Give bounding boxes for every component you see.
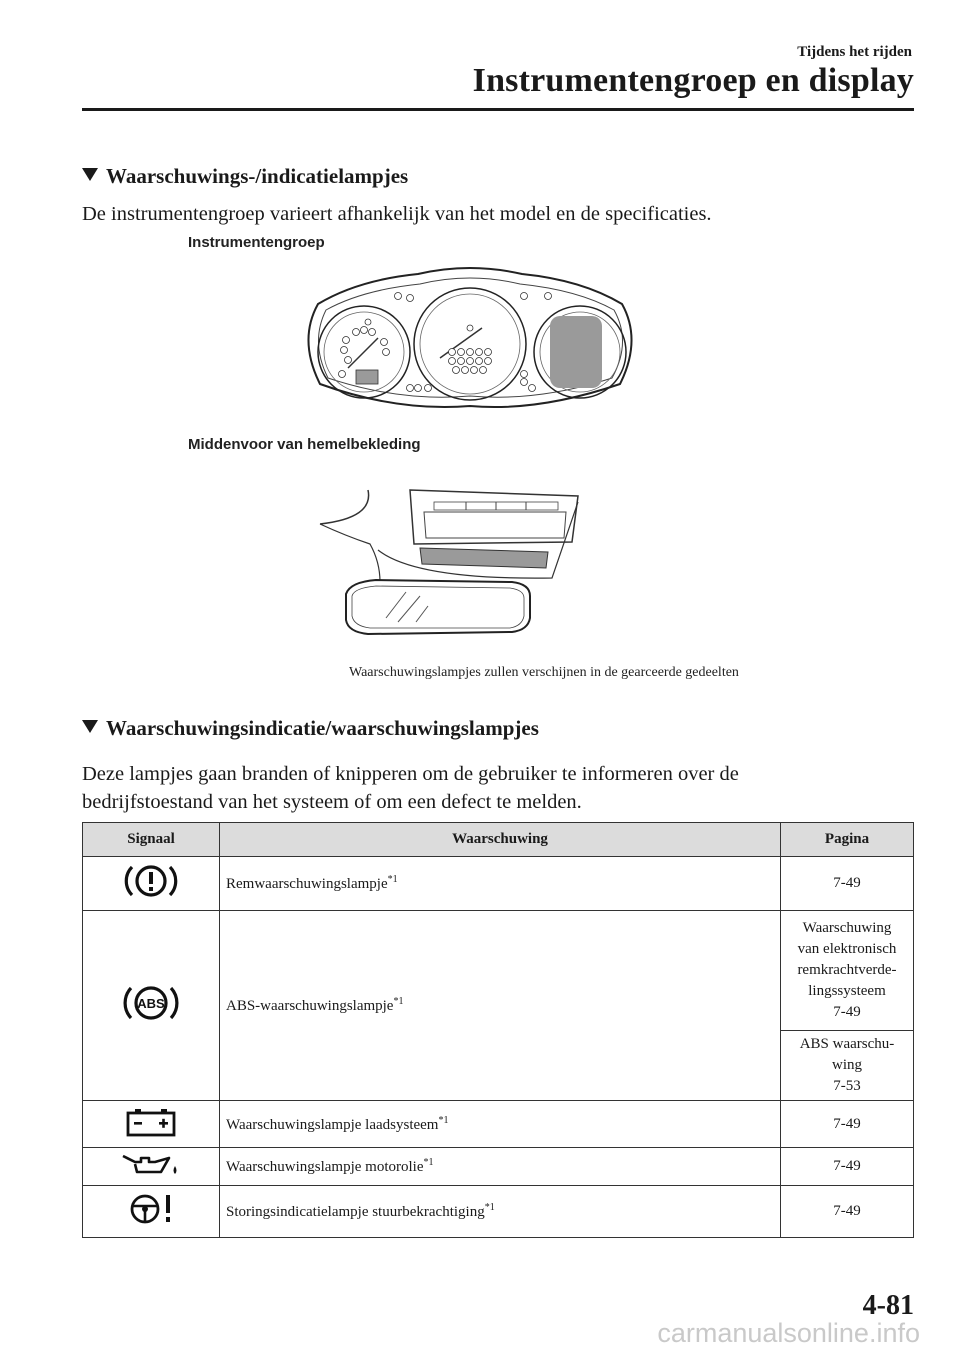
header-signal: Signaal [83,823,220,857]
signal-cell [83,1186,220,1238]
intro-line: bedrijfstoestand van het systeem of om een defect te melden. [82,791,582,813]
warning-text: Storingsindicatielampje stuurbekrachtiging [226,1204,485,1220]
page-line: 7-49 [833,1004,861,1020]
battery-charging-icon [123,1105,179,1139]
table-row [83,1101,914,1148]
page-line: Waarschuwing [802,920,892,936]
oil-can-icon [119,1150,183,1178]
page-number: 4-81 [862,1290,914,1321]
brake-warning-icon [123,861,179,901]
figure-label-cluster: Instrumentengroep [188,234,325,251]
header-page: Pagina [781,823,914,857]
warning-cell [220,1101,781,1148]
overhead-console-figure [316,482,584,642]
section-heading-indicators [82,164,408,189]
warning-text: Waarschuwingslampje laadsysteem [226,1116,439,1133]
page-cell [781,911,914,1031]
page-line: remkrachtverde- [797,962,897,978]
table-row [83,1186,914,1238]
footnote-mark: *1 [387,874,398,885]
page-line: van elektronisch [797,941,897,957]
warning-text: Waarschuwingslampje motorolie [226,1159,424,1175]
running-header-section: Tijdens het rijden [797,44,912,60]
signal-cell [83,1148,220,1186]
footnote-mark: *1 [438,1114,449,1126]
table-header-row [83,823,914,857]
figure-caption: Waarschuwingslampjes zullen verschijnen in de gearceerde gedeelten [349,665,739,680]
warning-cell [220,1148,781,1186]
triangle-bullet-icon [82,168,98,181]
footnote-mark: *1 [393,996,404,1007]
page-line: lingssysteem [808,983,886,999]
page-title: Instrumentengroep en display [472,62,914,99]
section-heading-warnings [82,716,539,741]
table-row [83,1148,914,1186]
table-row [83,857,914,911]
abs-warning-icon [122,981,180,1025]
signal-cell [83,911,220,1101]
watermark: carmanualsonline.info [657,1318,920,1348]
page-line: wing [832,1057,862,1073]
warning-cell [220,857,781,911]
signal-cell [83,857,220,911]
svg-text:ABS: ABS [137,996,165,1011]
page-cell: 7-49 [781,857,914,911]
header-rule [82,108,914,111]
footnote-mark: *1 [423,1157,434,1168]
intro-line: Deze lampjes gaan branden of knipperen om de gebruiker te informeren over de [82,763,739,785]
warnings-intro-paragraph [82,760,862,816]
section-heading-text: Waarschuwingsindicatie/waarschuwingslampjes [106,716,539,740]
header-warning: Waarschuwing [220,823,781,857]
instrument-cluster-figure [298,262,642,412]
page-cell [781,1031,914,1101]
intro-paragraph: De instrumentengroep varieert afhankelijk van het model en de specificaties. [82,203,712,225]
warning-lights-table [82,822,914,1238]
page-cell: 7-49 [781,1186,914,1238]
table-row [83,911,914,1031]
figure-label-headliner: Middenvoor van hemelbekleding [188,436,421,453]
warning-cell [220,911,781,1101]
page-cell: 7-49 [781,1148,914,1186]
signal-cell [83,1101,220,1148]
triangle-bullet-icon [82,720,98,733]
page-cell: 7-49 [781,1101,914,1148]
page-line: 7-53 [833,1078,861,1094]
warning-text: ABS-waarschuwingslampje [226,998,394,1014]
page-line: ABS waarschu- [799,1036,895,1052]
footnote-mark: *1 [484,1202,495,1213]
warning-cell [220,1186,781,1238]
warning-text: Remwaarschuwingslampje [226,876,388,892]
power-steering-icon [123,1191,179,1227]
section-heading-text: Waarschuwings-/indicatielampjes [106,164,409,188]
